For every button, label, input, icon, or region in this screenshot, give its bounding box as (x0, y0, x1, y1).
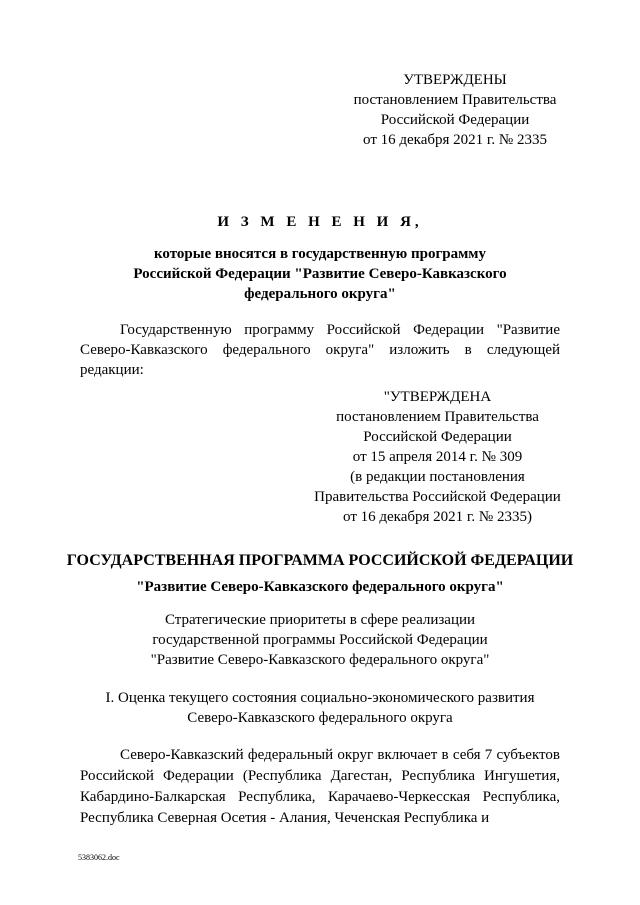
changes-heading (80, 212, 560, 304)
program-approval-stamp (310, 387, 565, 527)
program-approval-revision-date: от 16 декабря 2021 г. № 2335) (343, 509, 532, 525)
changes-subtitle-line-2: Российской Федерации "Развитие Северо-Кавказского (133, 266, 507, 282)
section-heading (80, 688, 560, 728)
body-paragraph: Северо-Кавказский федеральный округ включает в себя 7 субъектов Российской Федерации (Республика Дагестан, Республика Ингушетия, Кабардино-Балкарская Республика, Карачаево-Черкесская Республика, Республика Северная Осетия - Алания, Чеченская Республика и (80, 747, 560, 826)
approval-title: УТВЕРЖДЕНЫ (403, 72, 507, 88)
approval-authority: постановлением Правительства (353, 92, 557, 108)
program-approval-original-date: от 15 апреля 2014 г. № 309 (352, 449, 523, 465)
program-approval-authority: постановлением Правительства (336, 409, 539, 425)
program-title: ГОСУДАРСТВЕННАЯ ПРОГРАММА РОССИЙСКОЙ ФЕДЕРАЦИИ (66, 552, 574, 569)
section-heading-line-1: I. Оценка текущего состояния социально-экономического развития (105, 690, 535, 706)
changes-subtitle-line-1: которые вносятся в государственную программу (153, 246, 487, 262)
changes-subtitle-line-3: федерального округа" (244, 286, 396, 302)
document-file-code: 5383062.doc (78, 853, 120, 862)
priorities-line-1: Стратегические приоритеты в сфере реализации (164, 612, 476, 628)
section-heading-line-2: Северо-Кавказского федерального округа (187, 710, 453, 726)
program-approval-country: Российской Федерации (363, 429, 512, 445)
program-approval-revision-authority: Правительства Российской Федерации (314, 489, 561, 505)
priorities-line-3: "Развитие Северо-Кавказского федерального округа" (150, 652, 490, 668)
approval-stamp (330, 70, 580, 150)
program-subtitle: "Развитие Северо-Кавказского федерального округа" (136, 579, 504, 595)
strategic-priorities-heading (80, 610, 560, 670)
approval-country: Российской Федерации (380, 112, 530, 128)
approval-date-number: от 16 декабря 2021 г. № 2335 (363, 132, 547, 148)
changes-title: И З М Е Н Е Н И Я, (217, 214, 423, 230)
program-approval-title: "УТВЕРЖДЕНА (383, 389, 492, 405)
program-approval-revision-note: (в редакции постановления (350, 469, 525, 485)
priorities-line-2: государственной программы Российской Федерации (152, 632, 488, 648)
intro-paragraph: Государственную программу Российской Федерации "Развитие Северо-Кавказского федерального округа" изложить в следующей редакции: (80, 322, 560, 378)
